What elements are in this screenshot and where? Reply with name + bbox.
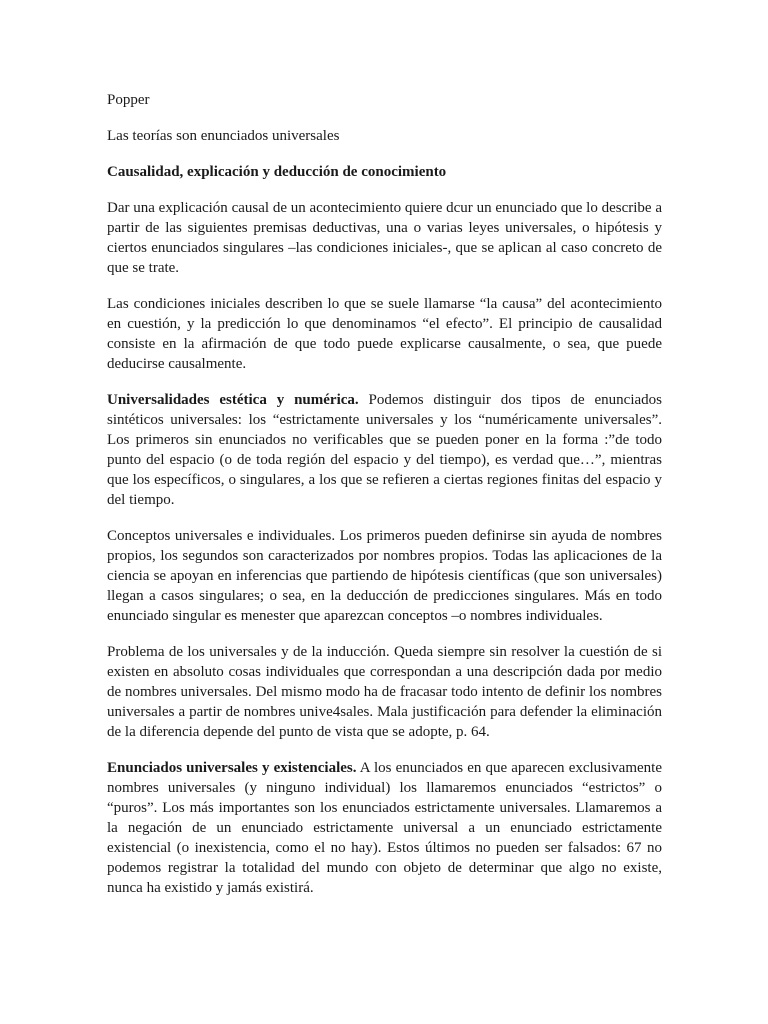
paragraph-enunciados-lead: Enunciados universales y existenciales. [107, 760, 357, 776]
paragraph-universalidades [107, 390, 662, 510]
paragraph-enunciados-body: A los enunciados en que aparecen exclusivamente nombres universales (y ninguno individual) los llamaremos enunciados “estrictos” o “puros”. Los más importantes son los enunciados estrictamente universales. Llamaremos a la negación de un enunciado estrictamente universal a un enunciado estrictamente existencial (o inexistencia, como el no hay). Estos últimos no pueden ser falsados: 67 no podemos registrar la totalidad del mundo con objeto de determinar que algo no existe, nunca ha existido y jamás existirá. [107, 760, 662, 896]
paragraph-explicacion-causal: Dar una explicación causal de un acontecimiento quiere dcur un enunciado que lo describe a partir de las siguientes premisas deductivas, una o varias leyes universales, o hipótesis y ciertos enunciados singulares –las condiciones iniciales-, que se aplican al caso concreto de que se trate. [107, 200, 662, 276]
document-page [107, 90, 662, 914]
document-subtitle: Las teorías son enunciados universales [107, 128, 340, 144]
paragraph-condiciones-iniciales: Las condiciones iniciales describen lo que se suele llamarse “la causa” del acontecimiento en cuestión, y la predicción lo que denominamos “el efecto”. El principio de causalidad consiste en la afirmación de que todo puede explicarse causalmente, o sea, que puede deducirse causalmente. [107, 296, 662, 372]
paragraph-problema-universales: Problema de los universales y de la inducción. Queda siempre sin resolver la cuestión de si existen en absoluto cosas individuales que correspondan a una descripción dada por medio de nombres universales. Del mismo modo ha de fracasar todo intento de definir los nombres universales a partir de nombres unive4sales. Mala justificación para defender la eliminación de la diferencia depende del punto de vista que se adopte, p. 64. [107, 644, 662, 740]
paragraph-universalidades-lead: Universalidades estética y numérica. [107, 392, 359, 408]
author-name: Popper [107, 92, 150, 108]
paragraph-enunciados-existenciales [107, 758, 662, 898]
paragraph-universalidades-body: Podemos distinguir dos tipos de enunciados sintéticos universales: los “estrictamente universales y los “numéricamente universales”. Los primeros sin enunciados no verificables que se pueden poner en la forma :”de todo punto del espacio (o de toda región del espacio y del tiempo), es verdad que…”, mientras que los específicos, o singulares, a los que se refieren a ciertas regiones finitas del espacio y del tiempo. [107, 392, 662, 508]
paragraph-conceptos-universales: Conceptos universales e individuales. Los primeros pueden definirse sin ayuda de nombres propios, los segundos son caracterizados por nombres propios. Todas las aplicaciones de la ciencia se apoyan en inferencias que partiendo de hipótesis científicas (que son universales) llegan a casos singulares; o sea, en la deducción de predicciones singulares. Más en todo enunciado singular es menester que aparezcan conceptos –o nombres individuales. [107, 528, 662, 624]
section-heading: Causalidad, explicación y deducción de conocimiento [107, 164, 447, 180]
